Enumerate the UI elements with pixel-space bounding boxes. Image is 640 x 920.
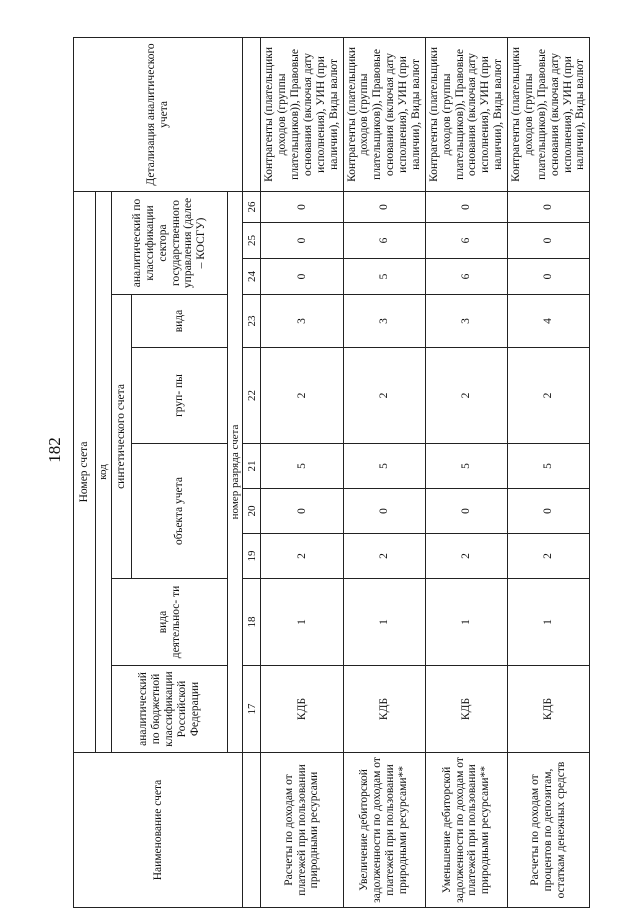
table-row: [508, 37, 590, 907]
detail-cell: Контрагенты (плательщики доходов (группы плательщиков)), Правовые основания (включая дату исполнения), УИН (при наличии), Виды валют: [343, 37, 425, 191]
cell-c22: 2: [343, 348, 425, 444]
cell-c22: 2: [261, 348, 343, 444]
table-row: [343, 37, 425, 907]
header-code: код: [96, 191, 112, 752]
col-number-detail: [243, 37, 261, 191]
cell-c26: 0: [261, 191, 343, 222]
cell-c18: 1: [261, 579, 343, 666]
cell-c21: 5: [343, 444, 425, 489]
col-number: 24: [243, 259, 261, 295]
header-analytical-budget: аналитический по бюджетной классификации Российской Федерации: [112, 666, 228, 753]
header-account-object: объекта учета: [132, 444, 228, 579]
col-number-name: [243, 753, 261, 908]
header-account-name: Наименование счета: [74, 753, 243, 908]
header-detail: Детализация аналитического учета: [74, 37, 243, 191]
col-number: 26: [243, 191, 261, 222]
header-activity-type: вида деятельнос- ти: [112, 579, 228, 666]
cell-c24: 0: [261, 259, 343, 295]
cell-c24: 0: [508, 259, 590, 295]
detail-cell: Контрагенты (плательщики доходов (группы плательщиков)), Правовые основания (включая дату исполнения), УИН (при наличии), Виды валют: [261, 37, 343, 191]
accounts-table: [73, 37, 590, 908]
page-number: 182: [44, 437, 64, 463]
cell-c24: 6: [425, 259, 507, 295]
account-name: Расчеты по доходам от платежей при пользовании природными ресурсами: [261, 753, 343, 908]
cell-c26: 0: [508, 191, 590, 222]
cell-c21: 5: [508, 444, 590, 489]
cell-c25: 6: [343, 223, 425, 259]
header-group: груп- пы: [132, 348, 228, 444]
cell-c17: КДБ: [343, 666, 425, 753]
detail-cell: Контрагенты (плательщики доходов (группы плательщиков)), Правовые основания (включая дату исполнения), УИН (при наличии), Виды валют: [425, 37, 507, 191]
table-row: [425, 37, 507, 907]
header-analytical-kosgu: аналитический по классификации сектора государственного управления (далее – КОСГУ): [112, 191, 228, 294]
col-number: 25: [243, 223, 261, 259]
col-number: 22: [243, 348, 261, 444]
cell-c21: 5: [425, 444, 507, 489]
col-number: 23: [243, 295, 261, 348]
header-account-number: Номер счета: [74, 191, 96, 752]
cell-c20: 0: [425, 489, 507, 534]
account-name: Уменьшение дебиторской задолженности по доходам от платежей при пользовании природными ресурсами**: [425, 753, 507, 908]
cell-c25: 0: [261, 223, 343, 259]
cell-c18: 1: [508, 579, 590, 666]
account-name: Увеличение дебиторской задолженности по доходам от платежей при пользовании природными ресурсами**: [343, 753, 425, 908]
header-kind: вида: [132, 295, 228, 348]
cell-c20: 0: [261, 489, 343, 534]
cell-c19: 2: [343, 534, 425, 579]
cell-c19: 2: [508, 534, 590, 579]
cell-c18: 1: [425, 579, 507, 666]
account-name: Расчеты по доходам от процентов по депозитам, остаткам денежных средств: [508, 753, 590, 908]
cell-c19: 2: [261, 534, 343, 579]
col-number: 20: [243, 489, 261, 534]
cell-c26: 0: [343, 191, 425, 222]
cell-c17: КДБ: [508, 666, 590, 753]
header-category-number: номер разряда счета: [228, 191, 243, 752]
cell-c22: 2: [508, 348, 590, 444]
cell-c25: 6: [425, 223, 507, 259]
cell-c22: 2: [425, 348, 507, 444]
cell-c20: 0: [343, 489, 425, 534]
cell-c18: 1: [343, 579, 425, 666]
detail-cell: Контрагенты (плательщики доходов (группы плательщиков)), Правовые основания (включая дату исполнения), УИН (при наличии), Виды валют: [508, 37, 590, 191]
col-number: 19: [243, 534, 261, 579]
cell-c17: КДБ: [261, 666, 343, 753]
header-synthetic: синтетического счета: [112, 295, 132, 579]
cell-c23: 4: [508, 295, 590, 348]
cell-c25: 0: [508, 223, 590, 259]
rotated-table-container: [73, 38, 587, 908]
col-number: 17: [243, 666, 261, 753]
cell-c26: 0: [425, 191, 507, 222]
cell-c23: 3: [261, 295, 343, 348]
cell-c19: 2: [425, 534, 507, 579]
cell-c23: 3: [425, 295, 507, 348]
table-row: [261, 37, 343, 907]
col-number: 21: [243, 444, 261, 489]
cell-c20: 0: [508, 489, 590, 534]
col-number: 18: [243, 579, 261, 666]
cell-c21: 5: [261, 444, 343, 489]
cell-c24: 5: [343, 259, 425, 295]
cell-c23: 3: [343, 295, 425, 348]
cell-c17: КДБ: [425, 666, 507, 753]
